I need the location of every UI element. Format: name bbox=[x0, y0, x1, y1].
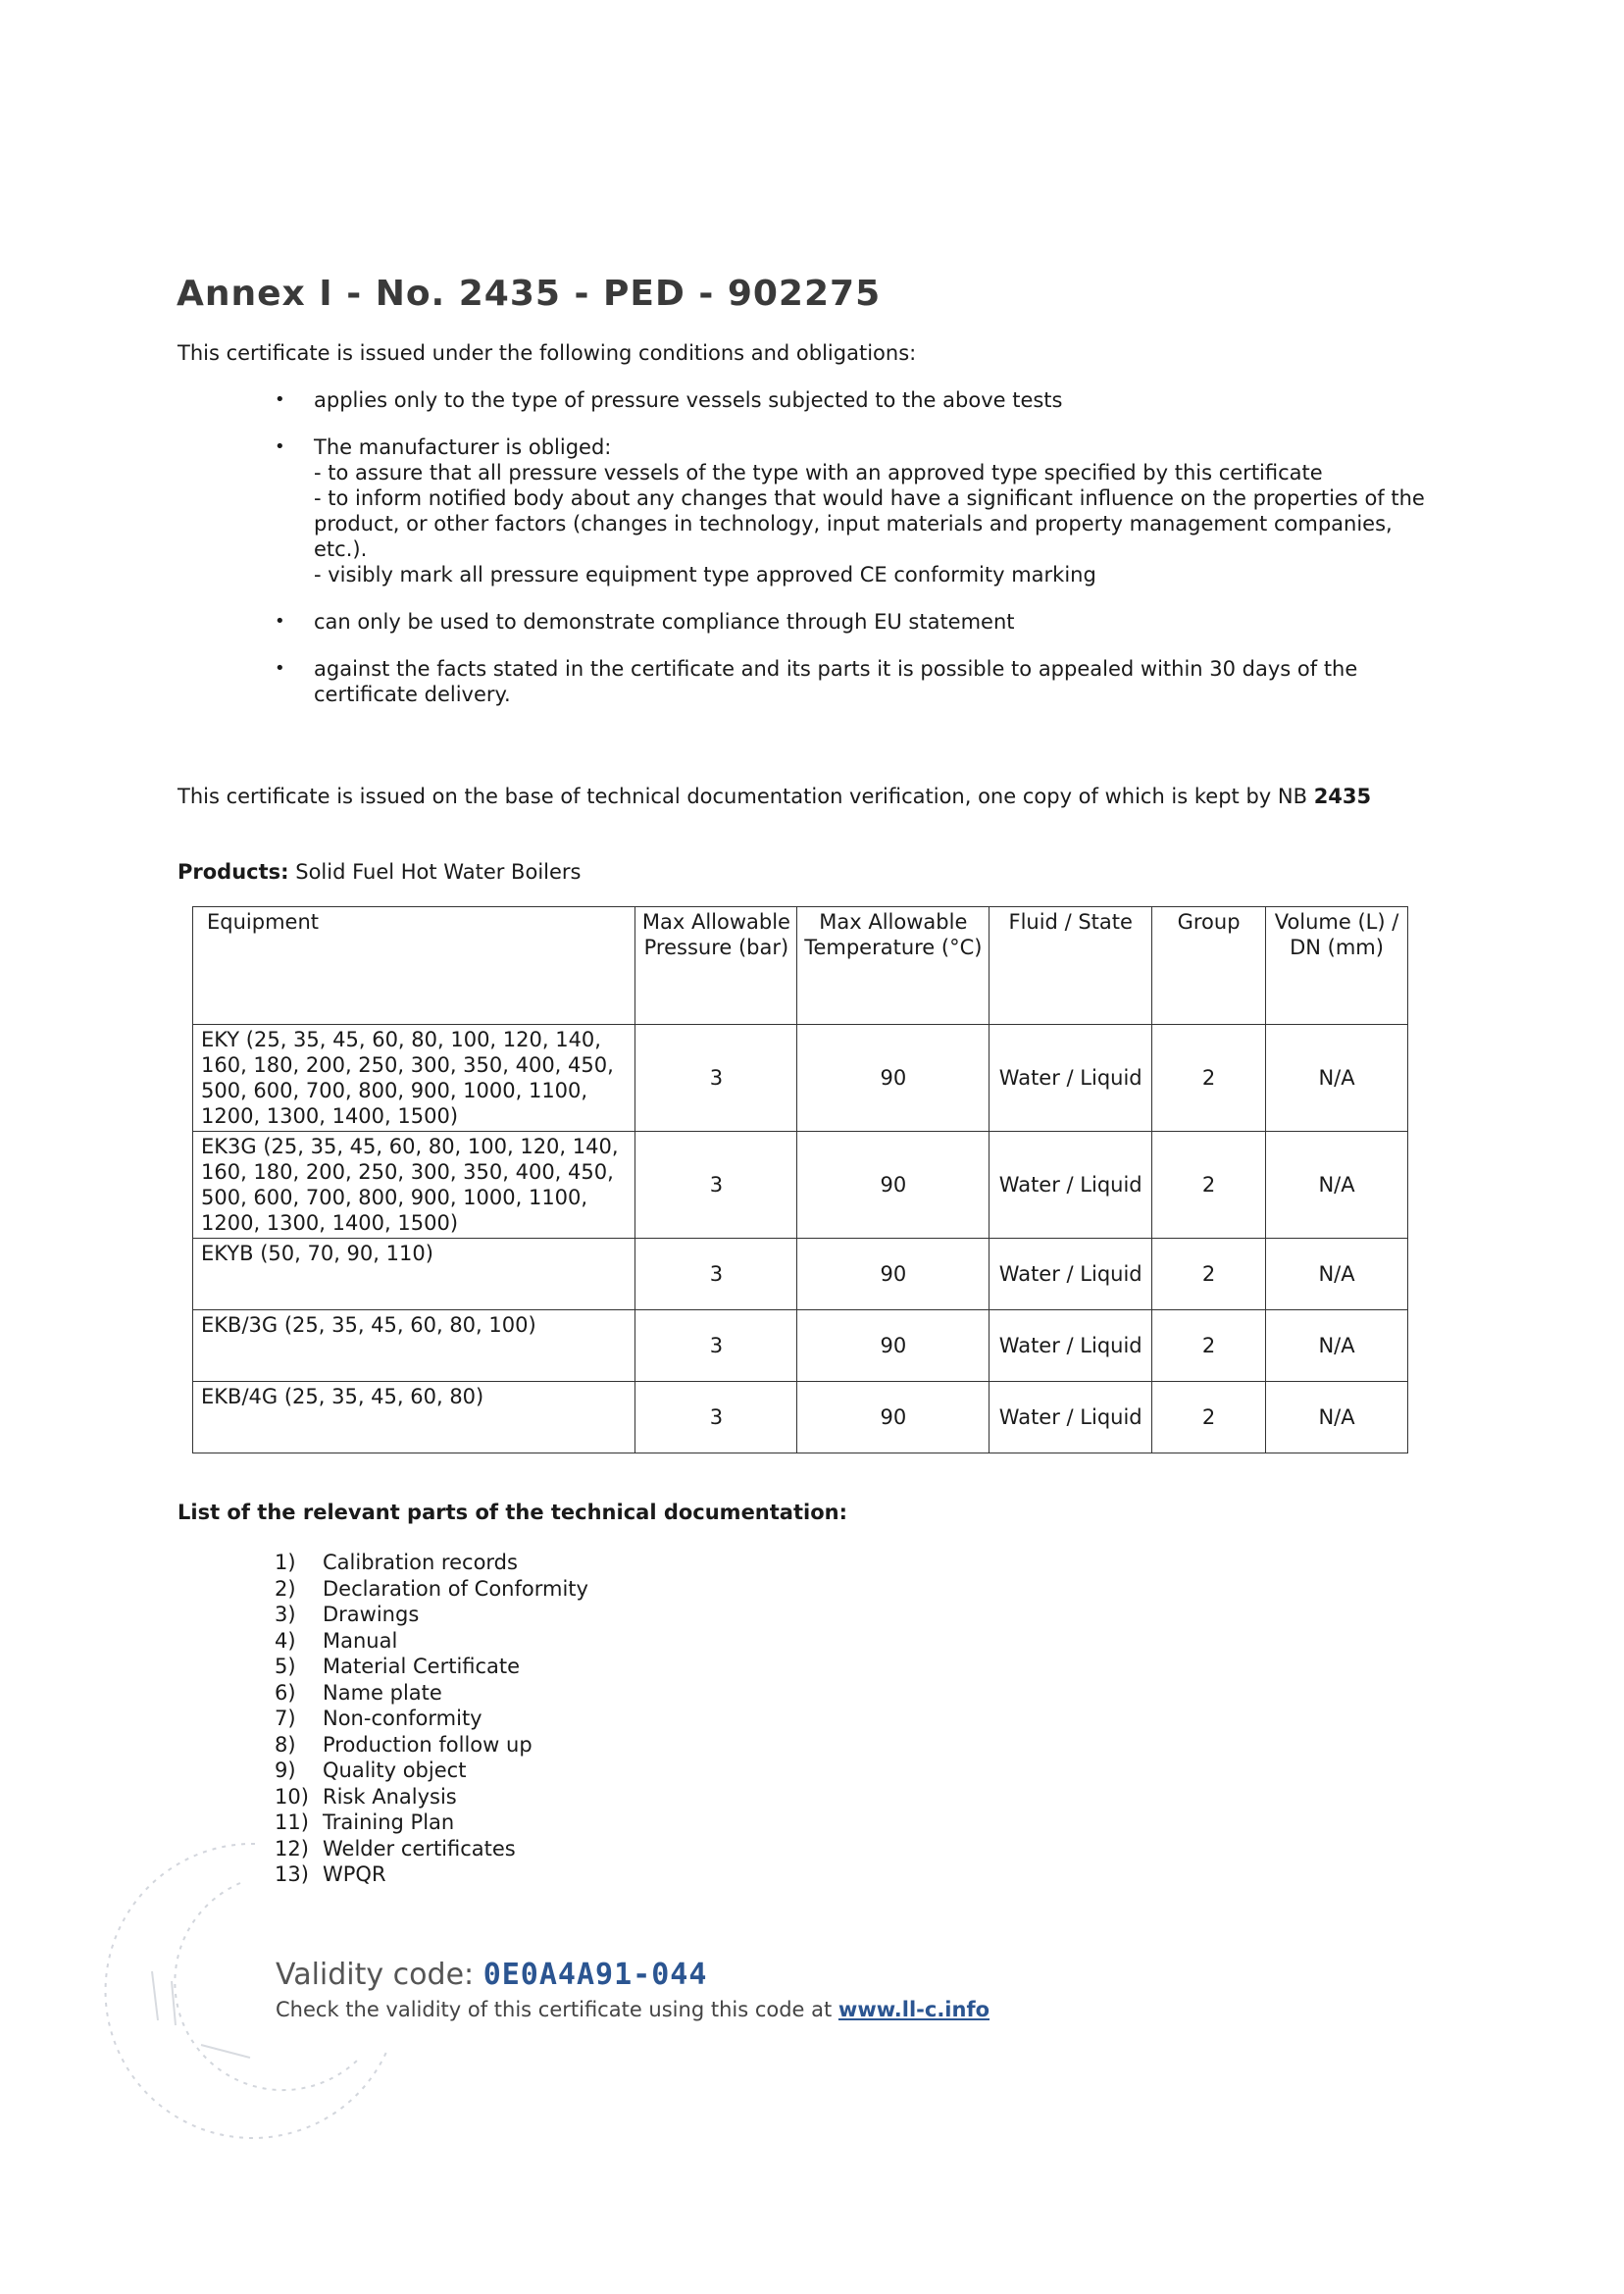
products-line bbox=[178, 860, 581, 884]
list-item bbox=[275, 1628, 588, 1655]
column-header: Volume (L) / DN (mm) bbox=[1266, 907, 1408, 1025]
list-item-label: Calibration records bbox=[323, 1551, 518, 1574]
list-item-number: 5) bbox=[275, 1655, 296, 1678]
list-item-label: Drawings bbox=[323, 1603, 420, 1626]
list-item bbox=[275, 1706, 588, 1732]
condition-line: - to inform notified body about any changes that would have a significant influence on the properties of the product, or other factors (changes in technology, input materials and property management companies, etc.). bbox=[314, 486, 1425, 561]
intro-text: This certificate is issued under the following conditions and obligations: bbox=[178, 341, 917, 365]
condition-line: - visibly mark all pressure equipment type approved CE conformity marking bbox=[314, 563, 1096, 586]
list-item-number: 11) bbox=[275, 1810, 309, 1834]
condition-line: - to assure that all pressure vessels of the type with an approved type specified by this certificate bbox=[314, 461, 1323, 484]
basis-statement bbox=[178, 785, 1371, 808]
list-item-label: Manual bbox=[323, 1628, 398, 1653]
pressure-cell: 3 bbox=[635, 1132, 797, 1239]
list-item-label: Material Certificate bbox=[323, 1655, 521, 1678]
table-row bbox=[193, 1239, 1408, 1310]
volume-cell: N/A bbox=[1266, 1239, 1408, 1310]
table-row bbox=[193, 1310, 1408, 1382]
fluid-cell: Water / Liquid bbox=[990, 1239, 1152, 1310]
validity-label: Validity code: bbox=[276, 1958, 475, 1992]
column-header: Max Allowable Pressure (bar) bbox=[635, 907, 797, 1025]
list-item bbox=[275, 1758, 588, 1784]
list-item-number: 6) bbox=[275, 1680, 296, 1705]
list-item bbox=[275, 1550, 588, 1576]
list-item-number: 12) bbox=[275, 1836, 309, 1861]
pressure-cell: 3 bbox=[635, 1310, 797, 1382]
fluid-cell: Water / Liquid bbox=[990, 1025, 1152, 1132]
volume-cell: N/A bbox=[1266, 1382, 1408, 1453]
validity-check-text: Check the validity of this certificate using this code at bbox=[276, 1998, 838, 2021]
fluid-cell: Water / Liquid bbox=[990, 1132, 1152, 1239]
group-cell: 2 bbox=[1152, 1025, 1266, 1132]
documentation-heading: List of the relevant parts of the technical documentation: bbox=[178, 1501, 847, 1524]
list-item-label: Training Plan bbox=[323, 1810, 455, 1834]
condition-line: • against the facts stated in the certificate and its parts it is possible to appealed within 30 days of the certificate delivery. bbox=[314, 657, 1358, 706]
column-header: Max Allowable Temperature (°C) bbox=[797, 907, 990, 1025]
notified-body-number: 2435 bbox=[1313, 785, 1372, 808]
list-item bbox=[275, 1602, 588, 1628]
products-label: Products: bbox=[178, 860, 289, 884]
validity-code-line bbox=[276, 1958, 707, 1992]
table-header-row bbox=[193, 907, 1408, 1025]
validity-link[interactable]: www.ll-c.info bbox=[837, 1998, 990, 2021]
condition-line: • applies only to the type of pressure vessels subjected to the above tests bbox=[314, 388, 1063, 412]
equipment-cell: EKY (25, 35, 45, 60, 80, 100, 120, 140, 160, 180, 200, 250, 300, 350, 400, 450, 500, 600, 700, 800, 900, 1000, 1100, 1200, 1300, 1400, 1500) bbox=[193, 1025, 635, 1132]
column-header: Equipment bbox=[193, 907, 635, 1025]
condition-item bbox=[314, 387, 1442, 413]
group-cell: 2 bbox=[1152, 1382, 1266, 1453]
list-item-label: Name plate bbox=[323, 1680, 442, 1705]
condition-line: • The manufacturer is obliged: bbox=[314, 435, 612, 459]
volume-cell: N/A bbox=[1266, 1310, 1408, 1382]
pressure-cell: 3 bbox=[635, 1239, 797, 1310]
basis-text: This certificate is issued on the base of technical documentation verification, one copy of which is kept by NB bbox=[178, 785, 1314, 808]
list-item-number: 7) bbox=[275, 1707, 296, 1730]
validity-code: 0E0A4A91-044 bbox=[482, 1958, 708, 1992]
validity-check-line bbox=[276, 1998, 990, 2021]
conditions-list bbox=[314, 387, 1442, 729]
table-row bbox=[193, 1025, 1408, 1132]
fluid-cell: Water / Liquid bbox=[990, 1382, 1152, 1453]
fluid-cell: Water / Liquid bbox=[990, 1310, 1152, 1382]
group-cell: 2 bbox=[1152, 1310, 1266, 1382]
list-item-number: 9) bbox=[275, 1759, 296, 1782]
list-item bbox=[275, 1732, 588, 1759]
list-item-label: WPQR bbox=[323, 1862, 386, 1886]
equipment-cell: EK3G (25, 35, 45, 60, 80, 100, 120, 140, 160, 180, 200, 250, 300, 350, 400, 450, 500, 600, 700, 800, 900, 1000, 1100, 1200, 1300, 1400, 1500) bbox=[193, 1132, 635, 1239]
page-title: Annex I - No. 2435 - PED - 902275 bbox=[177, 274, 882, 314]
products-value: Solid Fuel Hot Water Boilers bbox=[295, 860, 582, 884]
equipment-table bbox=[192, 906, 1408, 1453]
temperature-cell: 90 bbox=[797, 1132, 990, 1239]
temperature-cell: 90 bbox=[797, 1025, 990, 1132]
equipment-cell: EKYB (50, 70, 90, 110) bbox=[193, 1239, 635, 1310]
pressure-cell: 3 bbox=[635, 1025, 797, 1132]
column-header: Fluid / State bbox=[990, 907, 1152, 1025]
condition-item bbox=[314, 434, 1442, 587]
list-item-number: 10) bbox=[275, 1784, 309, 1809]
list-item-label: Welder certificates bbox=[323, 1836, 516, 1861]
group-cell: 2 bbox=[1152, 1132, 1266, 1239]
volume-cell: N/A bbox=[1266, 1025, 1408, 1132]
table-row bbox=[193, 1132, 1408, 1239]
table-row bbox=[193, 1382, 1408, 1453]
volume-cell: N/A bbox=[1266, 1132, 1408, 1239]
list-item-label: Declaration of Conformity bbox=[323, 1576, 588, 1601]
list-item-number: 8) bbox=[275, 1732, 296, 1757]
temperature-cell: 90 bbox=[797, 1382, 990, 1453]
equipment-cell: EKB/4G (25, 35, 45, 60, 80) bbox=[193, 1382, 635, 1453]
list-item-number: 1) bbox=[275, 1551, 296, 1574]
list-item-number: 4) bbox=[275, 1628, 296, 1653]
condition-item bbox=[314, 609, 1442, 635]
condition-line: • can only be used to demonstrate compliance through EU statement bbox=[314, 610, 1015, 634]
list-item-number: 2) bbox=[275, 1576, 296, 1601]
condition-item bbox=[314, 656, 1442, 707]
list-item-label: Risk Analysis bbox=[323, 1784, 457, 1809]
column-header: Group bbox=[1152, 907, 1266, 1025]
equipment-cell: EKB/3G (25, 35, 45, 60, 80, 100) bbox=[193, 1310, 635, 1382]
list-item-label: Quality object bbox=[323, 1759, 467, 1782]
list-item bbox=[275, 1784, 588, 1810]
temperature-cell: 90 bbox=[797, 1239, 990, 1310]
list-item-label: Production follow up bbox=[323, 1732, 533, 1757]
pressure-cell: 3 bbox=[635, 1382, 797, 1453]
temperature-cell: 90 bbox=[797, 1310, 990, 1382]
list-item-number: 13) bbox=[275, 1862, 309, 1886]
list-item-label: Non-conformity bbox=[323, 1707, 482, 1730]
list-item bbox=[275, 1680, 588, 1707]
list-item bbox=[275, 1576, 588, 1603]
list-item-number: 3) bbox=[275, 1603, 296, 1626]
list-item bbox=[275, 1654, 588, 1680]
group-cell: 2 bbox=[1152, 1239, 1266, 1310]
